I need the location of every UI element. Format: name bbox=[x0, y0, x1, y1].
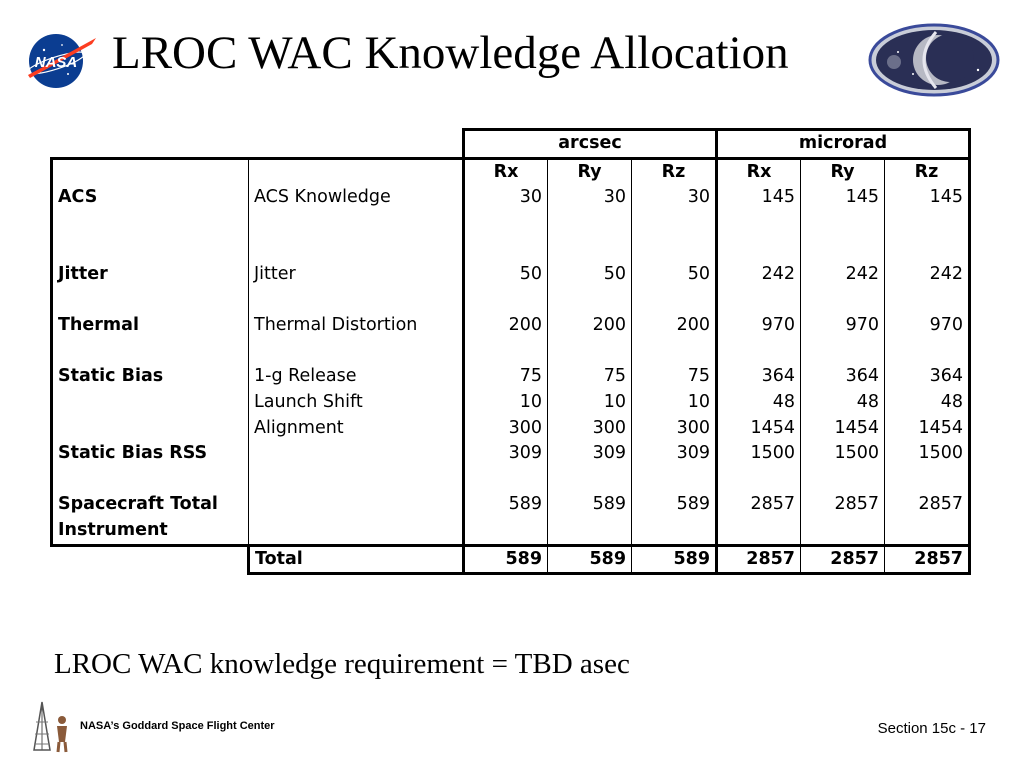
value-cell: 1500 bbox=[801, 441, 885, 467]
table-body bbox=[52, 185, 970, 545]
row-category bbox=[52, 467, 249, 493]
row-category: Instrument bbox=[52, 518, 249, 545]
column-header-ry-arcsec: Ry bbox=[548, 158, 632, 185]
row-category bbox=[52, 390, 249, 416]
group-header-arcsec: arcsec bbox=[464, 130, 717, 159]
row-item bbox=[249, 288, 464, 314]
table-row bbox=[52, 364, 970, 390]
nasa-logo bbox=[22, 30, 98, 92]
value-cell: 50 bbox=[548, 262, 632, 288]
value-cell bbox=[632, 236, 717, 262]
value-cell: 145 bbox=[801, 185, 885, 211]
table-row bbox=[52, 236, 970, 262]
row-item: 1-g Release bbox=[249, 364, 464, 390]
value-cell: 75 bbox=[632, 364, 717, 390]
value-cell: 589 bbox=[632, 492, 717, 518]
column-header-rz-microrad: Rz bbox=[885, 158, 970, 185]
row-item bbox=[249, 339, 464, 365]
table-row bbox=[52, 416, 970, 442]
value-cell: 1500 bbox=[885, 441, 970, 467]
table-row bbox=[52, 262, 970, 288]
value-cell: 30 bbox=[632, 185, 717, 211]
table-row bbox=[52, 518, 970, 545]
value-cell: 50 bbox=[464, 262, 548, 288]
footer-section-number: Section 15c - 17 bbox=[877, 720, 986, 737]
table-row bbox=[52, 467, 970, 493]
row-category: Static Bias RSS bbox=[52, 441, 249, 467]
slide-title: LROC WAC Knowledge Allocation bbox=[112, 27, 789, 79]
value-cell: 1500 bbox=[717, 441, 801, 467]
value-cell: 200 bbox=[632, 313, 717, 339]
group-header-microrad: microrad bbox=[717, 130, 970, 159]
value-cell bbox=[464, 236, 548, 262]
column-header-rz-arcsec: Rz bbox=[632, 158, 717, 185]
value-cell: 300 bbox=[632, 416, 717, 442]
column-header-rx-microrad: Rx bbox=[717, 158, 801, 185]
value-cell: 2857 bbox=[717, 492, 801, 518]
value-cell bbox=[464, 288, 548, 314]
goddard-logo bbox=[28, 698, 76, 754]
value-cell: 300 bbox=[548, 416, 632, 442]
value-cell: 242 bbox=[717, 262, 801, 288]
value-cell bbox=[885, 211, 970, 237]
row-item: ACS Knowledge bbox=[249, 185, 464, 211]
value-cell bbox=[548, 467, 632, 493]
footer-organization: NASA’s Goddard Space Flight Center bbox=[80, 720, 275, 732]
row-item bbox=[249, 518, 464, 545]
value-cell: 200 bbox=[548, 313, 632, 339]
value-cell: 145 bbox=[885, 185, 970, 211]
value-cell: 589 bbox=[464, 492, 548, 518]
value-cell: 1454 bbox=[717, 416, 801, 442]
value-cell bbox=[801, 339, 885, 365]
value-cell: 50 bbox=[632, 262, 717, 288]
table-row bbox=[52, 441, 970, 467]
row-category bbox=[52, 416, 249, 442]
value-cell: 589 bbox=[548, 492, 632, 518]
value-cell bbox=[464, 339, 548, 365]
row-category: Thermal bbox=[52, 313, 249, 339]
value-cell bbox=[548, 339, 632, 365]
value-cell bbox=[632, 288, 717, 314]
total-value-cell: 2857 bbox=[801, 545, 885, 574]
column-header-row bbox=[52, 158, 970, 185]
group-header-row bbox=[52, 130, 970, 159]
table-row bbox=[52, 339, 970, 365]
value-cell: 364 bbox=[717, 364, 801, 390]
table-row bbox=[52, 390, 970, 416]
value-cell bbox=[885, 339, 970, 365]
value-cell bbox=[885, 518, 970, 545]
row-category: Static Bias bbox=[52, 364, 249, 390]
value-cell: 145 bbox=[717, 185, 801, 211]
value-cell: 30 bbox=[548, 185, 632, 211]
value-cell: 242 bbox=[885, 262, 970, 288]
value-cell: 2857 bbox=[885, 492, 970, 518]
row-item: Launch Shift bbox=[249, 390, 464, 416]
table-row bbox=[52, 185, 970, 211]
total-label: Total bbox=[249, 545, 464, 574]
value-cell bbox=[548, 236, 632, 262]
row-item: Thermal Distortion bbox=[249, 313, 464, 339]
column-header-rx-arcsec: Rx bbox=[464, 158, 548, 185]
value-cell bbox=[801, 236, 885, 262]
value-cell: 1454 bbox=[801, 416, 885, 442]
allocation-table bbox=[50, 128, 971, 575]
value-cell bbox=[632, 339, 717, 365]
value-cell bbox=[548, 288, 632, 314]
value-cell bbox=[464, 211, 548, 237]
table-row bbox=[52, 313, 970, 339]
value-cell: 364 bbox=[885, 364, 970, 390]
total-value-cell: 589 bbox=[632, 545, 717, 574]
value-cell bbox=[801, 211, 885, 237]
total-value-cell: 589 bbox=[464, 545, 548, 574]
table-row bbox=[52, 211, 970, 237]
value-cell: 364 bbox=[801, 364, 885, 390]
row-item bbox=[249, 211, 464, 237]
value-cell bbox=[632, 467, 717, 493]
total-value-cell: 589 bbox=[548, 545, 632, 574]
value-cell bbox=[801, 288, 885, 314]
value-cell bbox=[717, 518, 801, 545]
value-cell bbox=[801, 467, 885, 493]
value-cell bbox=[464, 518, 548, 545]
value-cell bbox=[632, 211, 717, 237]
value-cell bbox=[885, 288, 970, 314]
value-cell: 10 bbox=[464, 390, 548, 416]
total-value-cell: 2857 bbox=[885, 545, 970, 574]
value-cell: 300 bbox=[464, 416, 548, 442]
lro-mission-logo bbox=[868, 22, 1002, 98]
value-cell bbox=[885, 236, 970, 262]
row-category: Spacecraft Total bbox=[52, 492, 249, 518]
value-cell bbox=[548, 518, 632, 545]
value-cell: 1454 bbox=[885, 416, 970, 442]
nasa-logo-text: NASA bbox=[34, 54, 78, 71]
value-cell: 48 bbox=[801, 390, 885, 416]
value-cell: 10 bbox=[548, 390, 632, 416]
row-item: Alignment bbox=[249, 416, 464, 442]
value-cell bbox=[717, 288, 801, 314]
row-category bbox=[52, 288, 249, 314]
value-cell bbox=[548, 211, 632, 237]
value-cell: 30 bbox=[464, 185, 548, 211]
total-row bbox=[52, 545, 970, 574]
row-category bbox=[52, 339, 249, 365]
value-cell bbox=[717, 211, 801, 237]
value-cell: 48 bbox=[885, 390, 970, 416]
row-category bbox=[52, 236, 249, 262]
value-cell: 200 bbox=[464, 313, 548, 339]
value-cell: 309 bbox=[632, 441, 717, 467]
value-cell bbox=[717, 467, 801, 493]
value-cell: 242 bbox=[801, 262, 885, 288]
value-cell: 48 bbox=[717, 390, 801, 416]
row-item: Jitter bbox=[249, 262, 464, 288]
table-row bbox=[52, 492, 970, 518]
value-cell: 970 bbox=[717, 313, 801, 339]
row-category: ACS bbox=[52, 185, 249, 211]
table-row bbox=[52, 288, 970, 314]
value-cell: 75 bbox=[464, 364, 548, 390]
value-cell: 309 bbox=[464, 441, 548, 467]
total-value-cell: 2857 bbox=[717, 545, 801, 574]
row-category: Jitter bbox=[52, 262, 249, 288]
row-item bbox=[249, 467, 464, 493]
value-cell bbox=[717, 339, 801, 365]
value-cell: 309 bbox=[548, 441, 632, 467]
row-category bbox=[52, 211, 249, 237]
value-cell bbox=[717, 236, 801, 262]
value-cell bbox=[464, 467, 548, 493]
column-header-ry-microrad: Ry bbox=[801, 158, 885, 185]
value-cell: 970 bbox=[885, 313, 970, 339]
value-cell: 75 bbox=[548, 364, 632, 390]
value-cell bbox=[632, 518, 717, 545]
requirement-text: LROC WAC knowledge requirement = TBD asec bbox=[54, 648, 630, 680]
row-item bbox=[249, 441, 464, 467]
value-cell: 10 bbox=[632, 390, 717, 416]
value-cell: 970 bbox=[801, 313, 885, 339]
value-cell bbox=[885, 467, 970, 493]
value-cell bbox=[801, 518, 885, 545]
row-item bbox=[249, 492, 464, 518]
value-cell: 2857 bbox=[801, 492, 885, 518]
row-item bbox=[249, 236, 464, 262]
